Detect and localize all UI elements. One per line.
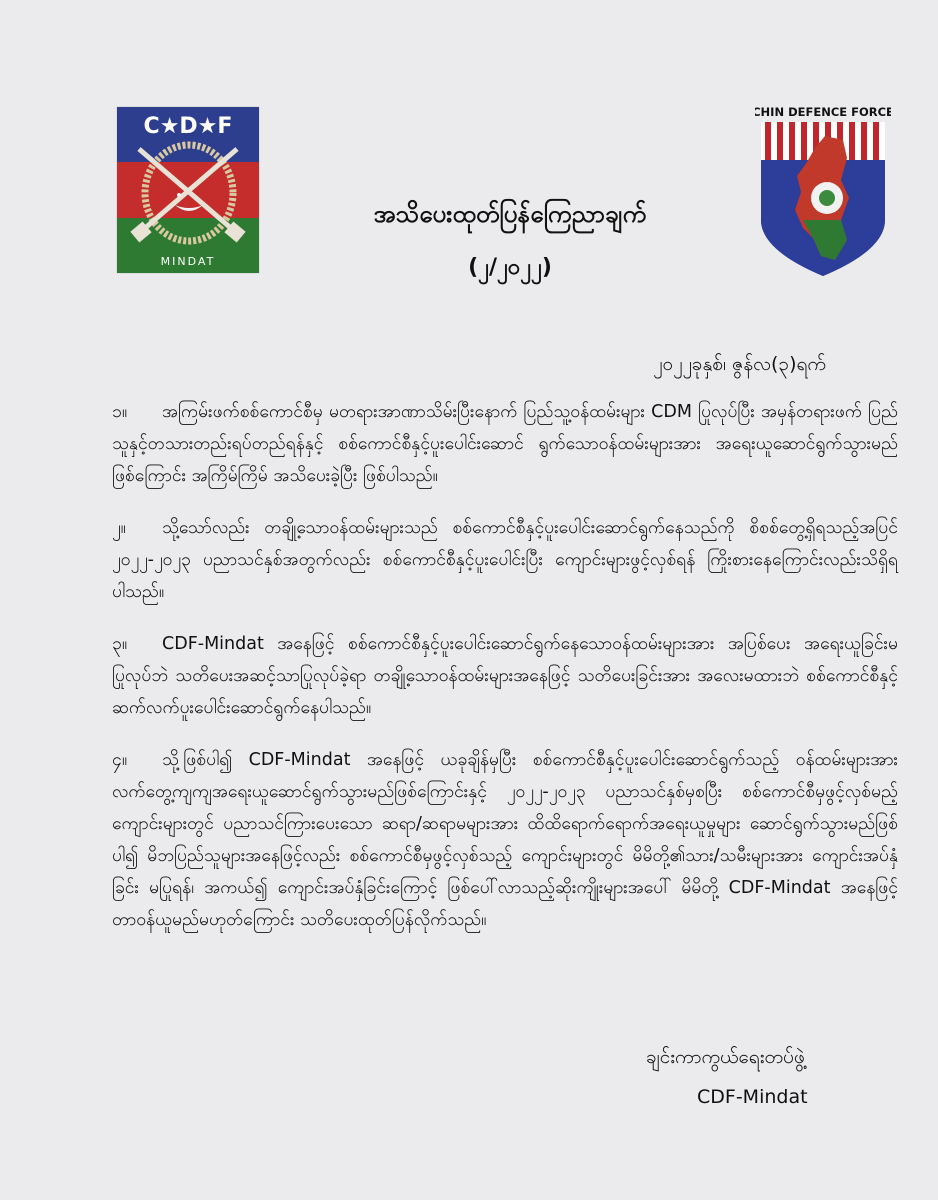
paragraph-number: ၃။: [112, 634, 128, 654]
paragraph-text: သို့သော်လည်း တချို့သောဝန်ထမ်းများသည် စစ်ကောင်စီနှင့်ပူးပေါင်းဆောင်ရွက်နေသည်ကို စိစစ်တွေ့ရှိရသည့်အပြင် ၂၀၂၂-၂၀၂၃ ပညာသင်နှစ်အတွက်လည်း စစ်ကောင်စီနှင့်ပူးပေါင်းပြီး ကျောင်းများဖွင့်လှစ်ရန် ကြိုးစားနေကြောင်းလည်းသိရှိရပါသည်။: [112, 518, 898, 602]
paragraph-4: [112, 744, 898, 936]
document-title: အသိပေးထုတ်ပြန်ကြေညာချက်: [373, 200, 647, 228]
paragraph-list: [112, 396, 898, 956]
logo-banner-text: CHIN DEFENCE FORCE: [755, 105, 891, 119]
paragraph-text: သို့ဖြစ်ပါ၍ CDF-Mindat အနေဖြင့် ယခုချိန်မှပြီး စစ်ကောင်စီနှင့်ပူးပေါင်းဆောင်ရွက်သည့် ဝန်ထမ်းများအား လက်တွေ့ကျကျအရေးယူဆောင်ရွက်သွားမည်ဖြစ်ကြောင်းနှင့် ၂၀၂၂-၂၀၂၃ ပညာသင်နှစ်မှစပြီး စစ်ကောင်စီမှဖွင့်လှစ်မည့် ကျောင်းများတွင် ပညာသင်ကြားပေးသော ဆရာ/ဆရာမများအား ထိထိရောက်ရောက်အရေးယူမှုများ ဆောင်ရွက်သွားမည်ဖြစ်ပါ၍ မိဘပြည်သူများအနေဖြင့်လည်း စစ်ကောင်စီမှဖွင့်လှစ်သည့် ကျောင်းများတွင် မိမိတို့၏သား/သမီးများအား ကျောင်းအပ်နှံခြင်း မပြုရန်၊ အကယ်၍ ကျောင်းအပ်နှံခြင်းကြောင့် ဖြစ်ပေါ်လာသည့်ဆိုးကျိုးများအပေါ် မိမိတို့ CDF-Mindat အနေဖြင့် တာဝန်ယူမည်မဟုတ်ကြောင်း သတိပေးထုတ်ပြန်လိုက်သည်။: [112, 750, 898, 930]
paragraph-1: [112, 396, 898, 492]
logo-top-text: C★D★F: [143, 114, 233, 139]
paragraph-number: ၂။: [112, 518, 126, 538]
logo-bottom-text: MINDAT: [160, 255, 216, 268]
document-number: (၂/၂၀၂၂): [468, 255, 552, 280]
chin-defence-force-logo: [755, 100, 891, 280]
signature-name: CDF-Mindat: [697, 1086, 808, 1108]
paragraph-2: [112, 512, 898, 608]
paragraph-3: [112, 628, 898, 724]
cdf-mindat-logo: [117, 107, 259, 273]
paragraph-number: ၄။: [112, 750, 128, 770]
document-date: ၂၀၂၂ခုနှစ်၊ ဇွန်လ(၃)ရက်: [653, 353, 826, 375]
paragraph-text: အကြမ်းဖက်စစ်ကောင်စီမှ မတရားအာဏာသိမ်းပြီးနောက် ပြည်သူ့ဝန်ထမ်းများ CDM ပြုလုပ်ပြီး အမှန်တရားဖက် ပြည်သူနှင့်တသားတည်းရပ်တည်ရန်နှင့် စစ်ကောင်စီနှင့်ပူးပေါင်းဆောင် ရွက်သောဝန်ထမ်းများအား အရေးယူဆောင်ရွက်သွားမည်ဖြစ်ကြောင်း အကြိမ်ကြိမ် အသိပေးခဲ့ပြီး ဖြစ်ပါသည်။: [112, 402, 898, 486]
paragraph-text: CDF-Mindat အနေဖြင့် စစ်ကောင်စီနှင့်ပူးပေါင်းဆောင်ရွက်နေသောဝန်ထမ်းများအား အပြစ်ပေး အရေးယူခြင်းမပြုလုပ်ဘဲ သတိပေးအဆင့်သာပြုလုပ်ခဲ့ရာ တချို့သောဝန်ထမ်းများအနေဖြင့် သတိပေးခြင်းအား အလေးမထားဘဲ စစ်ကောင်စီနှင့်ဆက်လက်ပူးပေါင်းဆောင်ရွက်နေပါသည်။: [112, 634, 898, 718]
paragraph-number: ၁။: [112, 402, 128, 422]
signature-organization: ချင်းကာကွယ်ရေးတပ်ဖွဲ့: [646, 1046, 805, 1068]
